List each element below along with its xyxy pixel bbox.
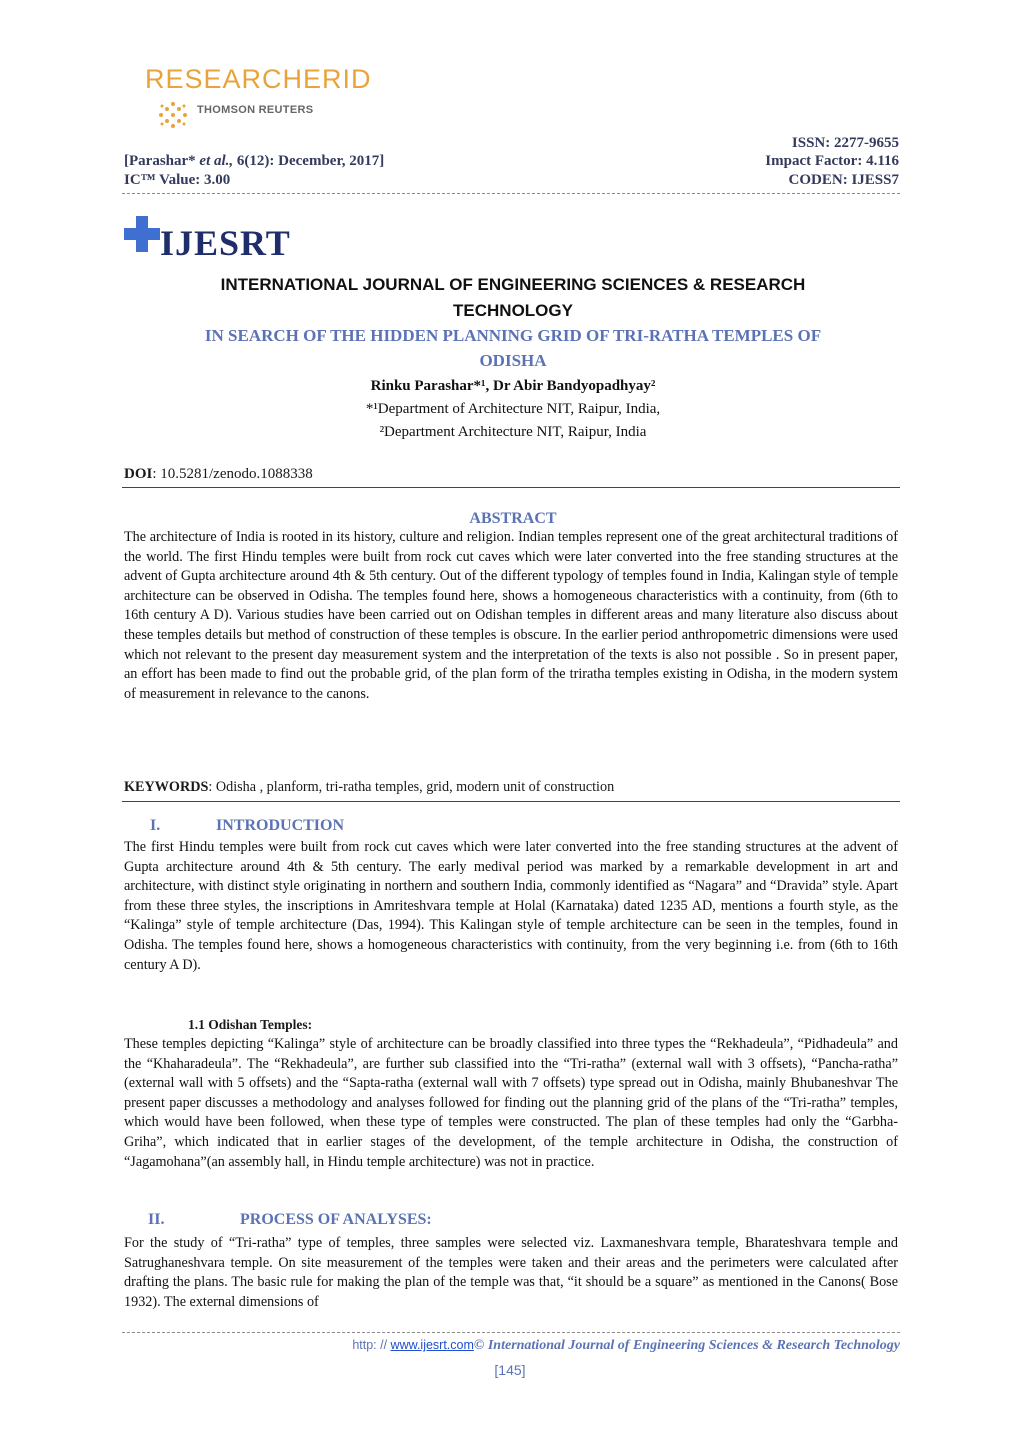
- impact-factor: Impact Factor: 4.116: [765, 153, 899, 169]
- footer: http: // www.ijesrt.com© International Journal of Engineering Sciences & Research Technology: [352, 1338, 900, 1353]
- paper-title-line2: ODISHA: [479, 351, 547, 370]
- plus-icon: [124, 216, 160, 252]
- journal-acronym: IJESRT: [160, 223, 291, 263]
- section-2-text: For the study of “Tri-ratha” type of temples, three samples were selected viz. Laxmaneshvara temple, Bharateshvara temple and Satrughaneshvara temple. On site measurement of the temples were taken and their areas and the perimeters were calculated after drafting the plans. The basic rule for making the plan of the temple was that, “it should be a square” as mentioned in the Canons( Bose 1932). The external dimensions of: [124, 1235, 898, 1310]
- journal-url-link[interactable]: www.ijesrt.com: [390, 1338, 474, 1352]
- subsection-1-1-heading: 1.1 Odishan Temples:: [188, 1017, 313, 1032]
- section-2-heading: II. PROCESS OF ANALYSES:: [148, 1211, 432, 1228]
- authors: Rinku Parashar*¹, Dr Abir Bandyopadhyay²: [370, 378, 656, 394]
- abstract-text: The architecture of India is rooted in its history, culture and religion. Indian temples represent one of the great architectural traditions of the world. The first Hindu temples were built from rock cut caves which were later converted into the free standing structures at the advent of Gupta architecture around 4th & 5th century. Out of the different typology of temples found in India, Kalingan style of temple architecture can be observed in Odisha. The temples found here, shows a homogeneous characteristics with a continuity, from (6th to 16th century A D). Various studies have been carried out on Odishan temples in different areas and many literature also discuss about these temples details but method of construction of these temples is obscure. In the earlier period anthropometric dimensions were used which not relevant to the present day measurement system and the interpretation of the texts is also not possible . So in present paper, an effort has been made to find out the probable grid, of the plan form of the triratha temples existing in Odisha, in the modern system of measurement in relevance to the canons.: [124, 529, 898, 702]
- thomson-reuters-label: THOMSON REUTERS: [197, 104, 314, 116]
- researcherid-wordmark: RESEARCHERID: [145, 64, 372, 94]
- section-1-heading: I. INTRODUCTION: [150, 817, 345, 834]
- doi: DOI: 10.5281/zenodo.1088338: [124, 466, 313, 482]
- citation: [Parashar* et al., 6(12): December, 2017]: [124, 153, 385, 169]
- page-number: [145]: [494, 1362, 526, 1378]
- paper-title-line1: IN SEARCH OF THE HIDDEN PLANNING GRID OF TRI-RATHA TEMPLES OF: [204, 326, 822, 345]
- issn: ISSN: 2277-9655: [791, 135, 899, 151]
- keywords-divider: [122, 801, 900, 802]
- abstract-heading: ABSTRACT: [469, 510, 557, 527]
- ic-value: IC™ Value: 3.00: [124, 172, 231, 188]
- journal-name-line2: TECHNOLOGY: [453, 301, 573, 320]
- journal-name-line1: INTERNATIONAL JOURNAL OF ENGINEERING SCIENCES & RESEARCH: [220, 275, 806, 294]
- affiliation-1: *¹Department of Architecture NIT, Raipur, India,: [365, 401, 661, 417]
- affiliation-2: ²Department Architecture NIT, Raipur, India: [379, 424, 647, 440]
- coden: CODEN: IJESS7: [788, 172, 899, 188]
- researcherid-logo: [145, 64, 372, 144]
- subsection-1-1-text: These temples depicting “Kalinga” style of architecture can be broadly classified into three types the “Rekhadeula”, “Pidhadeula” and the “Khaharadeula”. The “Rekhadeula”, are further sub classified into the “Tri-ratha” (external wall with 3 offsets), “Pancha-ratha” (external wall with 5 offsets) and the “Sapta-ratha (external wall with 7 offsets) type spread out in Odisha, mainly Bhubaneshvar The present paper discusses a methodology and analyses followed for finding out the planning grid of the plans of the “Tri-ratha” temples, which would have been followed, when these type of temples were constructed. The plan of these temples had only the “Garbha-Griha”, which indicated that in earlier stages of the development, of the temple architecture in Odisha, the construction of “Jagamohana”(an assembly hall, in Hindu temple architecture) was not in practice.: [124, 1036, 898, 1170]
- section-1-text: The first Hindu temples were built from rock cut caves which were later converted into the free standing structures at the advent of Gupta architecture around 4th & 5th century. The early medival period was marked by a remarkable development in art and architecture, with distinct style originating in northern and southern India, commonly identified as “Nagara” and “Dravida” style. Apart from these three styles, the inscriptions in Amriteshvara temple at Holal (Karnataka) dated 1235 AD, mentions a fourth style, as the “Kalinga” style of temple architecture (Das, 1994). This Kalingan style of temple architecture can be seen in the temples, found in Odisha. The temples found here, shows a homogeneous characteristics with continuity, from the very beginning i.e. from (6th to 16th century A D).: [124, 839, 898, 973]
- keywords: KEYWORDS: Odisha , planform, tri-ratha temples, grid, modern unit of construction: [124, 779, 615, 795]
- footer-divider: [122, 1332, 900, 1333]
- doi-divider: [122, 487, 900, 488]
- header-divider: [122, 193, 900, 194]
